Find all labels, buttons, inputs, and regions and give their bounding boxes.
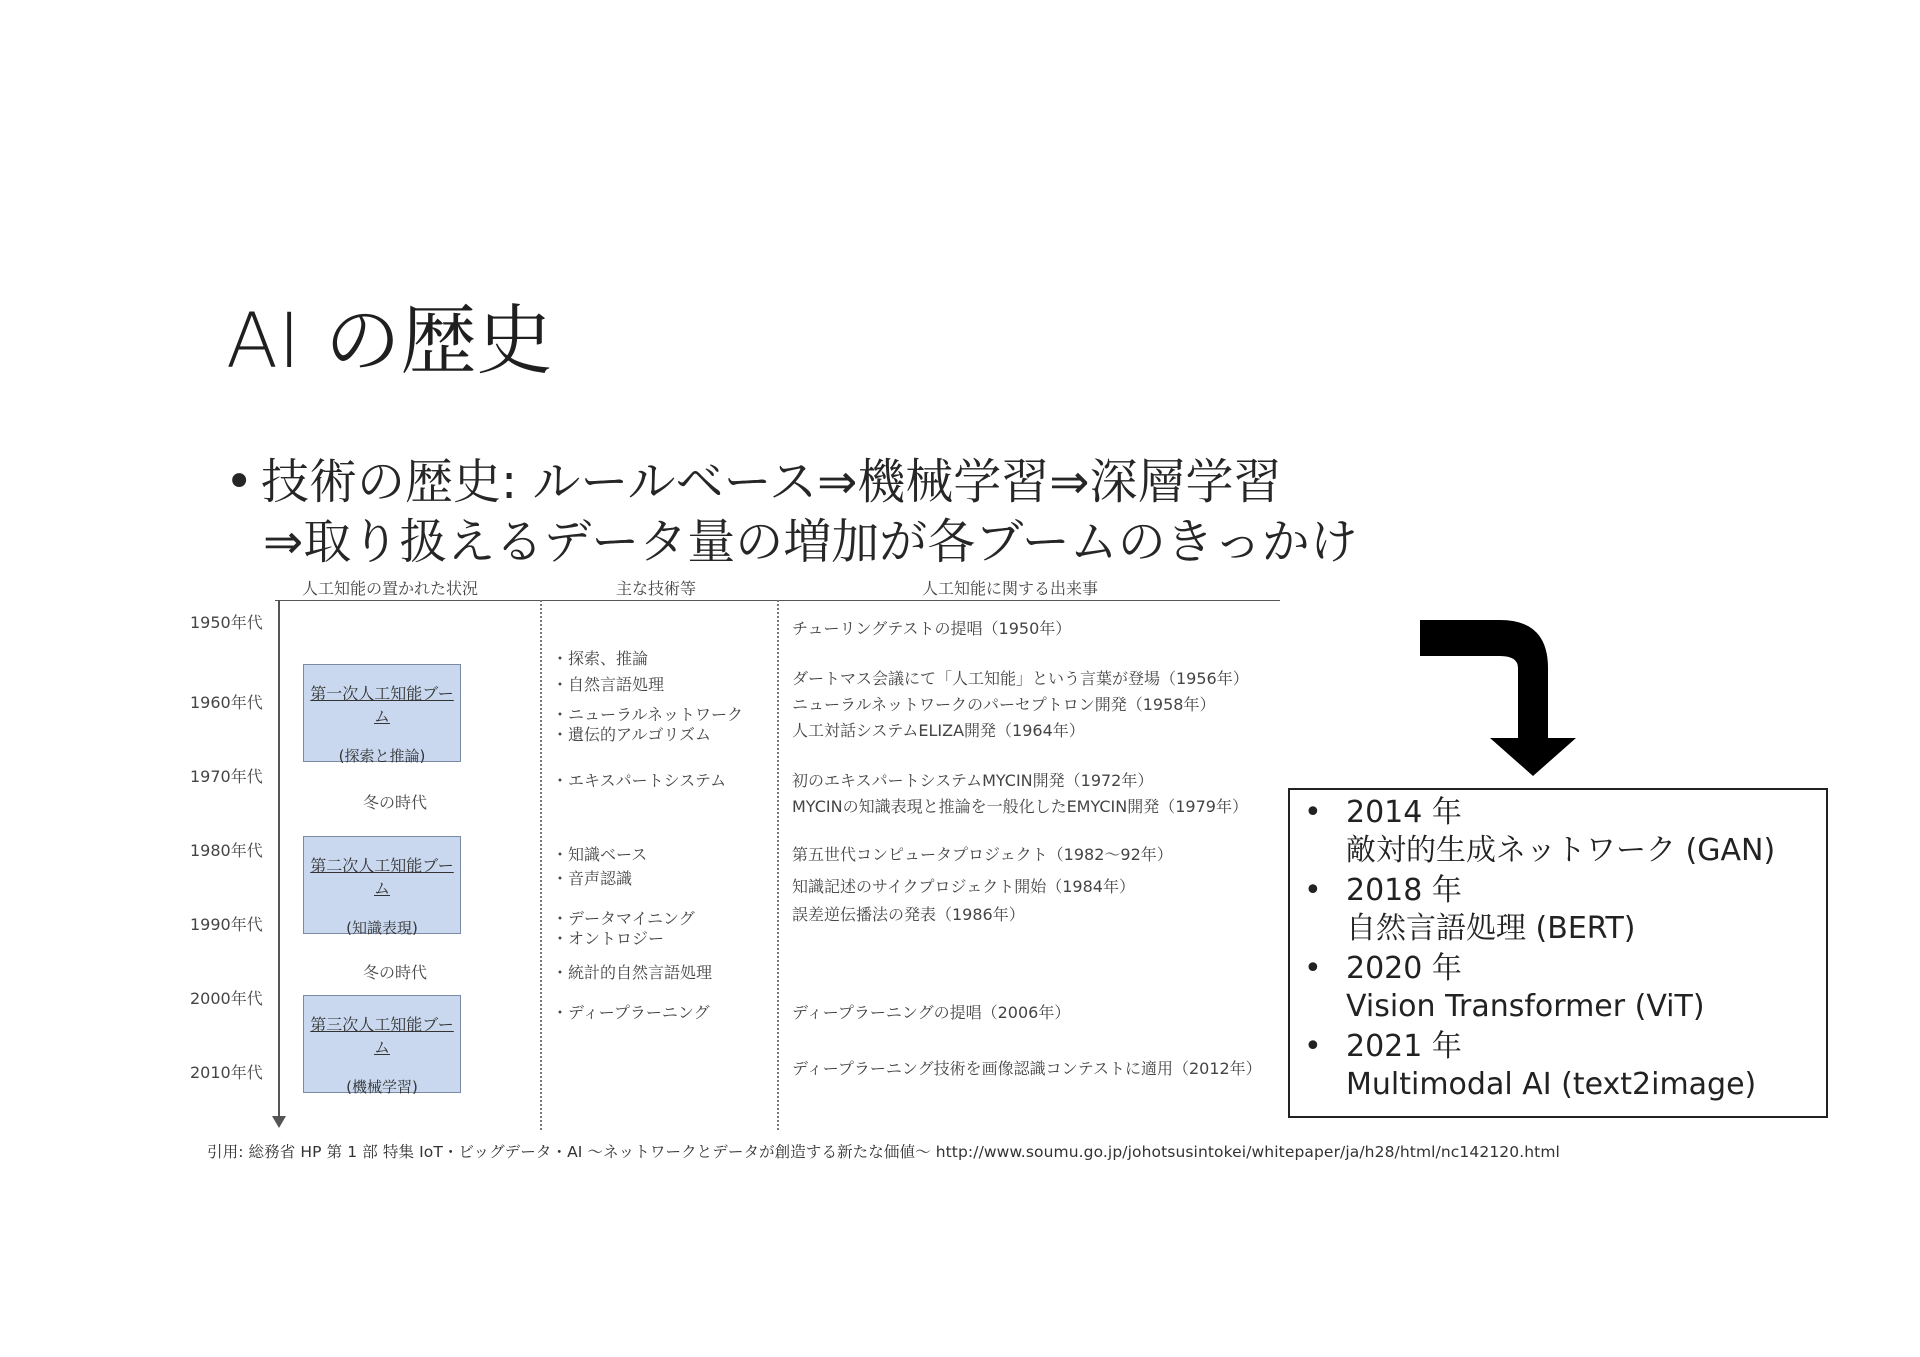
boom-sub: (知識表現) [346,919,418,937]
header-technology: 主な技術等 [616,579,697,598]
event-item: ニューラルネットワークのパーセプトロン開発（1958年） [792,695,1216,714]
decade-label: 1950年代 [190,613,263,632]
event-item: 誤差逆伝播法の発表（1986年） [792,905,1025,924]
milestone-desc: 敵対的生成ネットワーク (GAN) [1346,833,1776,868]
boom-sub: (探索と推論) [338,747,426,765]
tech-item: ・音声認識 [552,869,633,888]
event-item: ダートマス会議にて「人工知能」という言葉が登場（1956年） [792,669,1249,688]
timeline-arrow-head [272,1116,286,1128]
header-events: 人工知能に関する出来事 [922,579,1099,598]
event-item: 人工対話システムELIZA開発（1964年） [792,721,1085,740]
slide-title: AI の歴史 [226,296,553,385]
boom-name: 第一次人工知能ブーム [310,684,454,726]
citation-text: 引用: 総務省 HP 第 1 部 特集 IoT・ビッグデータ・AI ～ネットワークとデータが創造する新たな価値～ http://www.soumu.go.jp/johotsusintokei/whitepaper/ja/h28/html/nc142120.html [207,1143,1560,1161]
tech-item: ・エキスパートシステム [552,771,727,790]
milestone-year: 2014 年 [1346,795,1462,830]
event-item: 初のエキスパートシステムMYCIN開発（1972年） [792,771,1154,790]
event-item: MYCINの知識表現と推論を一般化したEMYCIN開発（1979年） [792,797,1248,816]
decade-label: 1960年代 [190,693,263,712]
down-turn-arrow-icon [1420,620,1580,780]
event-item: チューリングテストの提唱（1950年） [792,619,1072,638]
tech-item: ・遺伝的アルゴリズム [552,725,712,744]
boom-box [303,664,461,765]
milestone-desc: 自然言語処理 (BERT) [1346,911,1636,946]
tech-item: ・知識ベース [552,845,648,864]
boom-name: 第三次人工知能ブーム [310,1015,454,1057]
milestone-year: 2021 年 [1346,1029,1462,1064]
bullet-dot: • [1304,1029,1322,1064]
event-item: ディープラーニングの提唱（2006年） [792,1003,1071,1022]
milestone-desc: Vision Transformer (ViT) [1346,989,1705,1024]
event-item: 知識記述のサイクプロジェクト開始（1984年） [792,877,1135,896]
milestone-year: 2020 年 [1346,951,1462,986]
decade-label: 2010年代 [190,1063,263,1082]
boom-box [303,836,461,937]
boom-box [303,995,461,1096]
decade-label: 1990年代 [190,915,263,934]
decade-label: 1980年代 [190,841,263,860]
decade-label: 2000年代 [190,989,263,1008]
timeline-axis [278,600,280,1124]
winter-label: 冬の時代 [363,793,428,812]
decade-label: 1970年代 [190,767,263,786]
tech-item: ・統計的自然言語処理 [552,963,713,982]
bullet-line-1: 技術の歴史: ルールベース⇒機械学習⇒深層学習 [261,454,1282,510]
boom-sub: (機械学習) [346,1078,418,1096]
header-situation: 人工知能の置かれた状況 [302,579,479,598]
bullet-line-2: ⇒取り扱えるデータ量の増加が各ブームのきっかけ [263,514,1358,570]
bullet-dot: • [1304,873,1322,908]
ai-history-timeline-figure [180,572,1290,1132]
milestone-year: 2018 年 [1346,873,1462,908]
milestone-desc: Multimodal AI (text2image) [1346,1067,1757,1102]
bullet-dot: • [1304,951,1322,986]
event-item: 第五世代コンピュータプロジェクト（1982〜92年） [792,845,1173,864]
boom-name: 第二次人工知能ブーム [310,856,454,898]
tech-item: ・データマイニング [552,909,695,928]
tech-item: ・オントロジー [552,929,665,948]
tech-item: ・自然言語処理 [552,675,665,694]
bullet-dot: • [1304,795,1322,830]
tech-item: ・ディープラーニング [552,1003,710,1022]
bullet-dot: • [225,454,254,510]
tech-item: ・ニューラルネットワーク [552,705,744,724]
column-divider [777,600,779,1130]
event-item: ディープラーニング技術を画像認識コンテストに適用（2012年） [792,1059,1262,1078]
tech-item: ・探索、推論 [552,649,649,668]
milestones-callout [1288,788,1828,1118]
column-divider [540,600,542,1130]
winter-label: 冬の時代 [363,963,428,982]
